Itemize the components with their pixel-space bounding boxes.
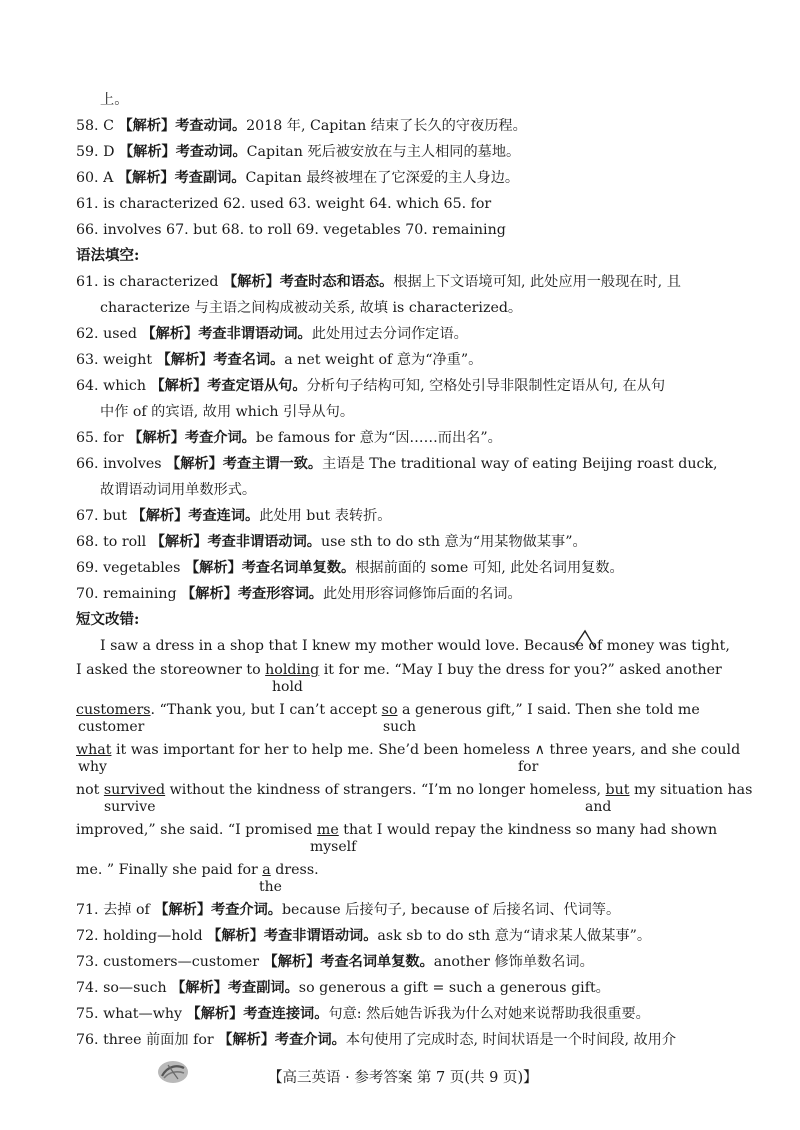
correction-word: why bbox=[78, 759, 107, 775]
correction-word: such bbox=[383, 719, 417, 735]
correction-word: and bbox=[585, 799, 612, 815]
answer-line: 59. D 【解析】考查动词。Capitan 死后被安放在与主人相同的墓地。 bbox=[76, 144, 521, 160]
passage-line: I asked the storeowner to holding it for me. “May I buy the dress for you?” asked another bbox=[76, 662, 722, 678]
passage-line: improved,” she said. “I promised me that I would repay the kindness so many had shown bbox=[76, 822, 718, 838]
correction-word: myself bbox=[310, 839, 357, 855]
correction-word: for bbox=[518, 759, 539, 775]
correction-word: the bbox=[259, 879, 282, 895]
answer-line: 66. involves 【解析】考查主谓一致。主语是 The traditional way of eating Beijing roast duck, bbox=[76, 456, 718, 472]
answer-line: 69. vegetables 【解析】考查名词单复数。根据前面的 some 可知, 此处名词用复数。 bbox=[76, 560, 624, 576]
answer-line: 71. 去掉 of 【解析】考查介词。because 后接句子, because of 后接名词、代词等。 bbox=[76, 902, 621, 918]
answer-line: 64. which 【解析】考查定语从句。分析句子结构可知, 空格处引导非限制性定语从句, 在从句 bbox=[76, 378, 666, 394]
answer-line: 72. holding—hold 【解析】考查非谓语动词。ask sb to do sth 意为“请求某人做某事”。 bbox=[76, 928, 652, 944]
answer-line: 73. customers—customer 【解析】考查名词单复数。another 修饰单数名词。 bbox=[76, 954, 594, 970]
deleted-word: of bbox=[588, 638, 603, 654]
answer-line: 中作 of 的宾语, 故用 which 引导从句。 bbox=[100, 404, 355, 420]
answer-line: 67. but 【解析】考查连词。此处用 but 表转折。 bbox=[76, 508, 392, 524]
answer-line: 66. involves 67. but 68. to roll 69. vegetables 70. remaining bbox=[76, 222, 506, 238]
answer-line: 故谓语动词用单数形式。 bbox=[100, 482, 257, 498]
passage-line: what it was important for her to help me. She’d been homeless ∧ three years, and she could bbox=[76, 742, 741, 758]
deletion-mark-icon bbox=[573, 628, 597, 650]
answer-line: 63. weight 【解析】考查名词。a net weight of 意为“净重”。 bbox=[76, 352, 483, 368]
answer-line: 上。 bbox=[100, 92, 129, 108]
correction-word: hold bbox=[272, 679, 303, 695]
passage-line: I saw a dress in a shop that I knew my mother would love. Because of money was tight, bbox=[100, 638, 730, 654]
passage-line: me. ” Finally she paid for a dress. bbox=[76, 862, 319, 878]
answer-line: 61. is characterized 62. used 63. weight 64. which 65. for bbox=[76, 196, 492, 212]
answer-line: 61. is characterized 【解析】考查时态和语态。根据上下文语境可知, 此处应用一般现在时, 且 bbox=[76, 274, 681, 290]
answer-line: 58. C 【解析】考查动词。2018 年, Capitan 结束了长久的守夜历程。 bbox=[76, 118, 527, 134]
passage-line: customers. “Thank you, but I can’t accept so a generous gift,” I said. Then she told me bbox=[76, 702, 700, 718]
answer-line: 74. so—such 【解析】考查副词。so generous a gift = such a generous gift。 bbox=[76, 980, 610, 996]
answer-line: 62. used 【解析】考查非谓语动词。此处用过去分词作定语。 bbox=[76, 326, 468, 342]
answer-line: 68. to roll 【解析】考查非谓语动词。use sth to do sth 意为“用某物做某事”。 bbox=[76, 534, 587, 550]
publisher-logo-icon bbox=[156, 1059, 190, 1085]
insertion-caret: ∧ bbox=[534, 742, 546, 758]
passage-line: not survived without the kindness of strangers. “I’m no longer homeless, but my situation has bbox=[76, 782, 753, 798]
page-footer: 【高三英语 · 参考答案 第 7 页(共 9 页)】 bbox=[268, 1070, 538, 1086]
answer-line: 75. what—why 【解析】考查连接词。句意: 然后她告诉我为什么对她来说帮助我很重要。 bbox=[76, 1006, 650, 1022]
answer-line: characterize 与主语之间构成被动关系, 故填 is characterized。 bbox=[100, 300, 523, 316]
answer-line: 76. three 前面加 for 【解析】考查介词。本句使用了完成时态, 时间状语是一个时间段, 故用介 bbox=[76, 1032, 677, 1048]
answer-line: 70. remaining 【解析】考查形容词。此处用形容词修饰后面的名词。 bbox=[76, 586, 522, 602]
answer-line: 60. A 【解析】考查副词。Capitan 最终被埋在了它深爱的主人身边。 bbox=[76, 170, 520, 186]
correction-word: survive bbox=[104, 799, 156, 815]
answer-line: 65. for 【解析】考查介词。be famous for 意为“因……而出名”。 bbox=[76, 430, 502, 446]
correction-heading: 短文改错: bbox=[76, 611, 140, 628]
correction-word: customer bbox=[78, 719, 145, 735]
grammar-heading: 语法填空: bbox=[76, 247, 140, 264]
